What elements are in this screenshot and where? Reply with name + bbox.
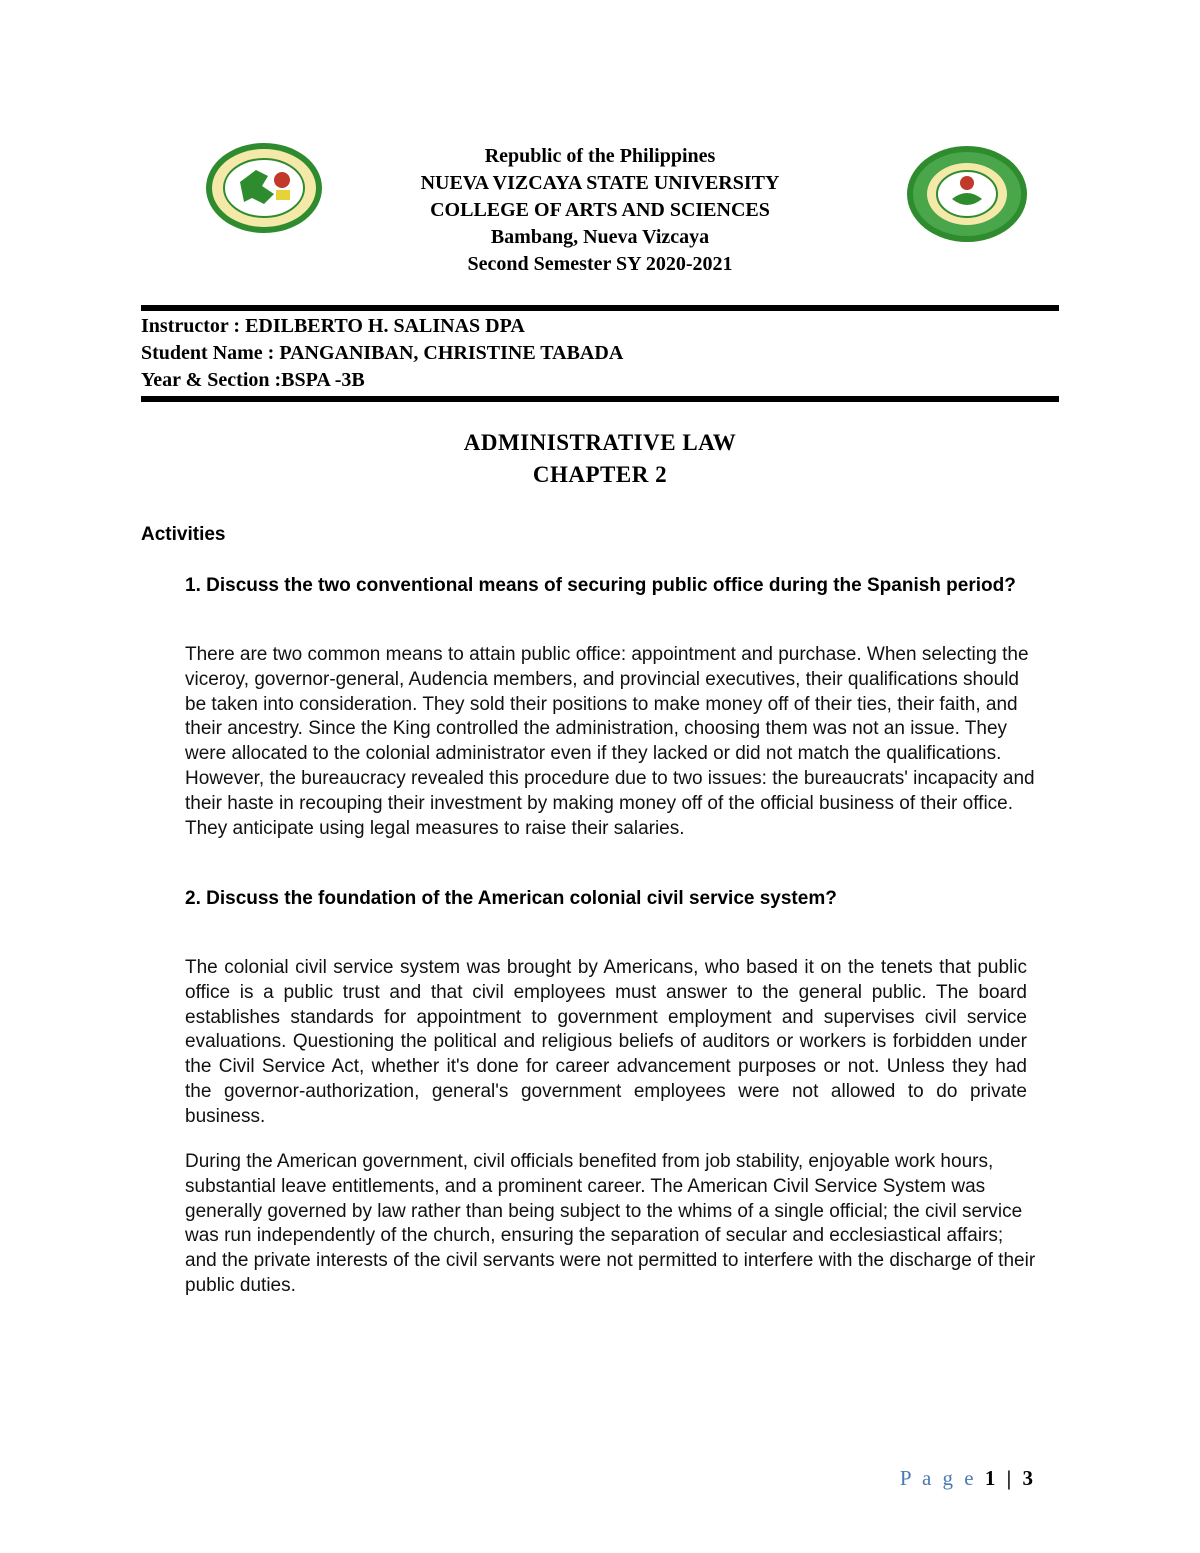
question-2: 2. Discuss the foundation of the American colonial civil service system? — [185, 888, 837, 909]
student-name-line: Student Name : PANGANIBAN, CHRISTINE TABADA — [141, 342, 624, 364]
year-section-line: Year & Section :BSPA -3B — [141, 369, 365, 391]
page-word: P a g e — [899, 1466, 977, 1490]
document-header — [300, 143, 900, 278]
header-semester: Second Semester SY 2020-2021 — [467, 253, 733, 275]
header-location: Bambang, Nueva Vizcaya — [490, 226, 710, 248]
top-divider — [141, 305, 1059, 311]
college-logo — [904, 143, 1030, 245]
page-footer — [900, 1466, 1036, 1491]
answer-2-paragraph-2: During the American government, civil officials benefited from job stability, enjoyable work hours, substantial leave entitlements, and a prominent career. The American Civil Service System was generally governed by law rather than being subject to the whims of a single official; the civil service was run independently of the church, ensuring the separation of secular and ecclesiastical affairs; and the private interests of the civil servants were not permitted to interfere with the discharge of their public duties. — [185, 1151, 1036, 1296]
header-university: NUEVA VIZCAYA STATE UNIVERSITY — [420, 172, 780, 194]
total-pages: 3 — [1022, 1466, 1036, 1490]
bottom-divider — [141, 396, 1059, 402]
answer-2-paragraph-1: The colonial civil service system was brought by Americans, who based it on the tenets that public office is a public trust and that civil employees must answer to the general public. The board establishes standards for appointment to government employment and supervises civil service evaluations. Questioning the political and religious beliefs of auditors or workers is forbidden under the Civil Service Act, whether it's done for career advancement purposes or not. Unless they had the governor-authorization, general's government employees were not allowed to do private business. — [185, 957, 1027, 1127]
answer-1-paragraph: There are two common means to attain public office: appointment and purchase. When selecting the viceroy, governor-general, Audencia members, and provincial executives, their qualifications should be taken into consideration. They sold their positions to make money off of their ties, their faith, and their ancestry. Since the King controlled the administration, choosing them was not an issue. They were allocated to the colonial administrator even if they lacked or did not match the qualifications. However, the bureaucracy revealed this procedure due to two issues: the bureaucrats' incapacity and their haste in recouping their investment by making money off of the official business of their office. They anticipate using legal measures to raise their salaries. — [185, 644, 1035, 839]
page-number: 1 — [984, 1466, 999, 1490]
question-1: 1. Discuss the two conventional means of securing public office during the Spanish period? — [185, 575, 1016, 596]
activities-heading: Activities — [141, 524, 226, 545]
instructor-line: Instructor : EDILBERTO H. SALINAS DPA — [141, 315, 525, 337]
student-info — [141, 313, 623, 394]
header-country: Republic of the Philippines — [484, 145, 716, 167]
document-title: ADMINISTRATIVE LAW — [463, 430, 737, 455]
header-college: COLLEGE OF ARTS AND SCIENCES — [430, 199, 770, 221]
chapter-title: CHAPTER 2 — [532, 462, 668, 487]
page-separator: | — [1006, 1466, 1015, 1490]
